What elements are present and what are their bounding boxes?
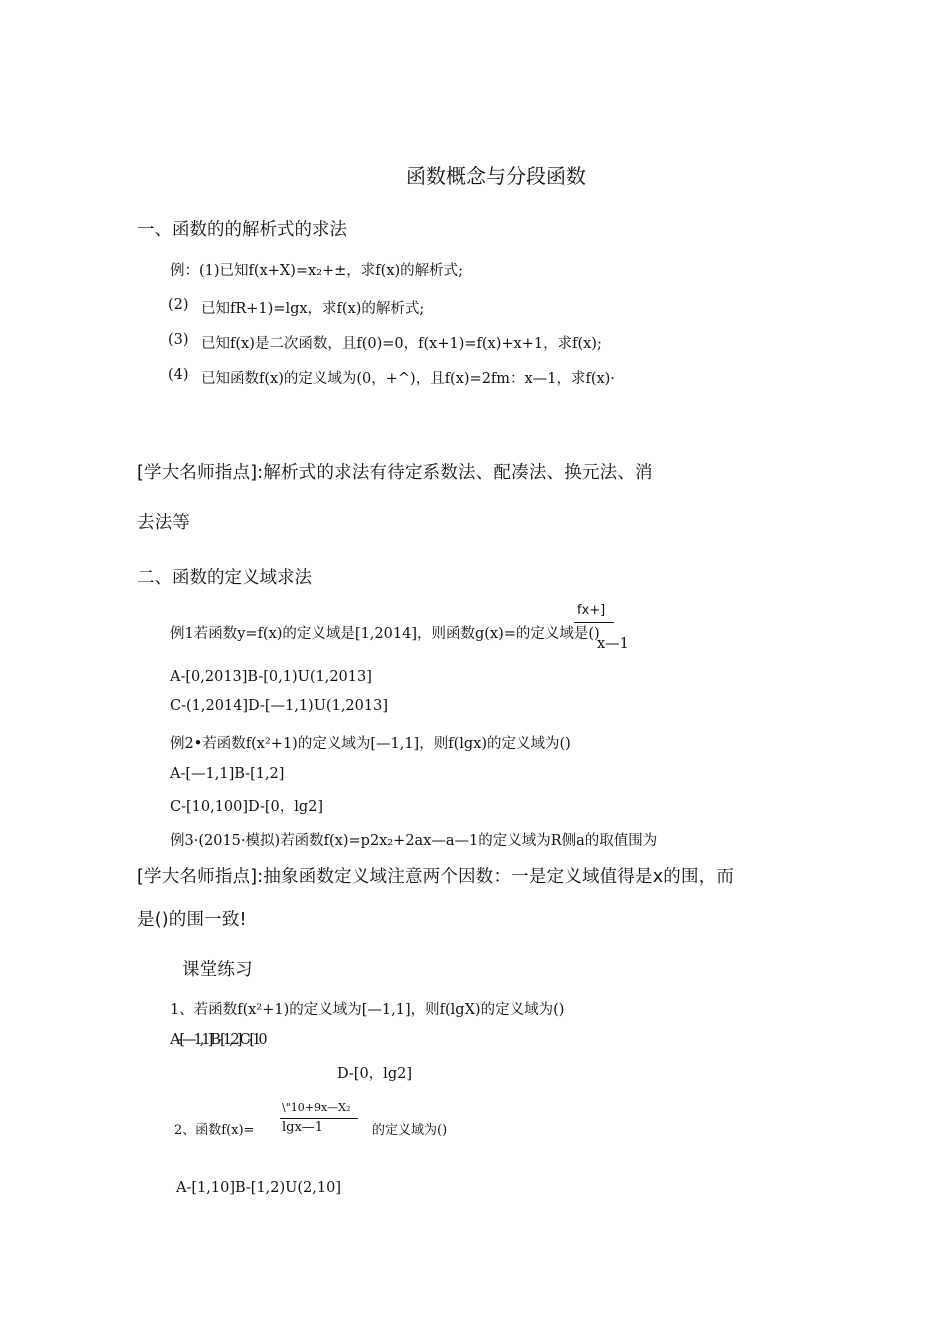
item-text: 已知fR+1)=lgx，求f(x)的解析式; xyxy=(201,301,425,317)
practice-choices: A-[1,10]B-[1,2)U(2,10] xyxy=(176,1180,341,1196)
item-number: (3) xyxy=(168,332,189,348)
item-number: (4) xyxy=(168,367,189,383)
choice-d: D-[0，lg2] xyxy=(337,1066,412,1082)
example-3-text: 例3·(2015·模拟)若函数f(x)=p2x₂+2ax—a—1的定义域为R侧a的取值围为 xyxy=(170,833,658,849)
fraction-denominator: x—1 xyxy=(597,636,629,652)
choices-cd: C-(1,2014]D-[—1,1)U(1,2013] xyxy=(170,698,388,714)
teacher-tip-continued: 去法等 xyxy=(137,513,191,533)
item-text: 已知函数f(x)的定义域为(0，+^)，且f(x)=2fm：x—1，求f(x)· xyxy=(201,371,615,387)
item-number: (2) xyxy=(168,297,189,313)
page-title: 函数概念与分段函数 xyxy=(406,164,586,188)
practice-question-2-suffix: 的定义域为() xyxy=(372,1123,448,1138)
teacher-tip: [学大名师指点]:抽象函数定义域注意两个因数：一是定义域值得是x的围，而 xyxy=(137,867,735,887)
fraction-denominator: lgx—1 xyxy=(282,1120,324,1135)
item-text: 已知f(x)是二次函数，且f(0)=0，f(x+1)=f(x)+x+1，求f(x); xyxy=(201,336,602,352)
choices-ab: A-[—1,1]B-[1,2] xyxy=(170,766,285,782)
teacher-tip: [学大名师指点]:解析式的求法有待定系数法、配凑法、换元法、消 xyxy=(137,463,653,483)
practice-question-1: 1、若函数f(x²+1)的定义域为[—1,1]，则f(lgX)的定义域为() xyxy=(170,1002,565,1018)
example-intro: 例：(1)已知f(x+X)=x₂+±，求f(x)的解析式; xyxy=(170,263,464,279)
section-heading-domain: 二、函数的定义域求法 xyxy=(137,568,312,588)
example-1-text: 例1若函数y=f(x)的定义域是[1,2014]，则函数g(x)=的定义域是() xyxy=(170,626,600,642)
choices-ab: A-[0,2013]B-[0,1)U(1,2013] xyxy=(170,669,372,685)
fraction-numerator: fx+] xyxy=(577,603,606,618)
garbled-choices: A-[—1,1]B-[1,2]C-[10 xyxy=(170,1032,265,1048)
practice-question-2: 2、函数f(x)= xyxy=(174,1123,255,1138)
fraction-bar xyxy=(280,1118,358,1119)
fraction-numerator: \"10+9x—X₂ xyxy=(282,1101,351,1114)
section-heading-analytic: 一、函数的的解析式的求法 xyxy=(137,220,347,240)
practice-heading: 课堂练习 xyxy=(182,960,253,980)
example-2-text: 例2•若函数f(x²+1)的定义域为[—1,1]，则f(lgx)的定义域为() xyxy=(170,736,571,752)
choices-cd: C-[10,100]D-[0，lg2] xyxy=(170,799,324,815)
teacher-tip-continued: 是()的围一致! xyxy=(137,910,247,930)
